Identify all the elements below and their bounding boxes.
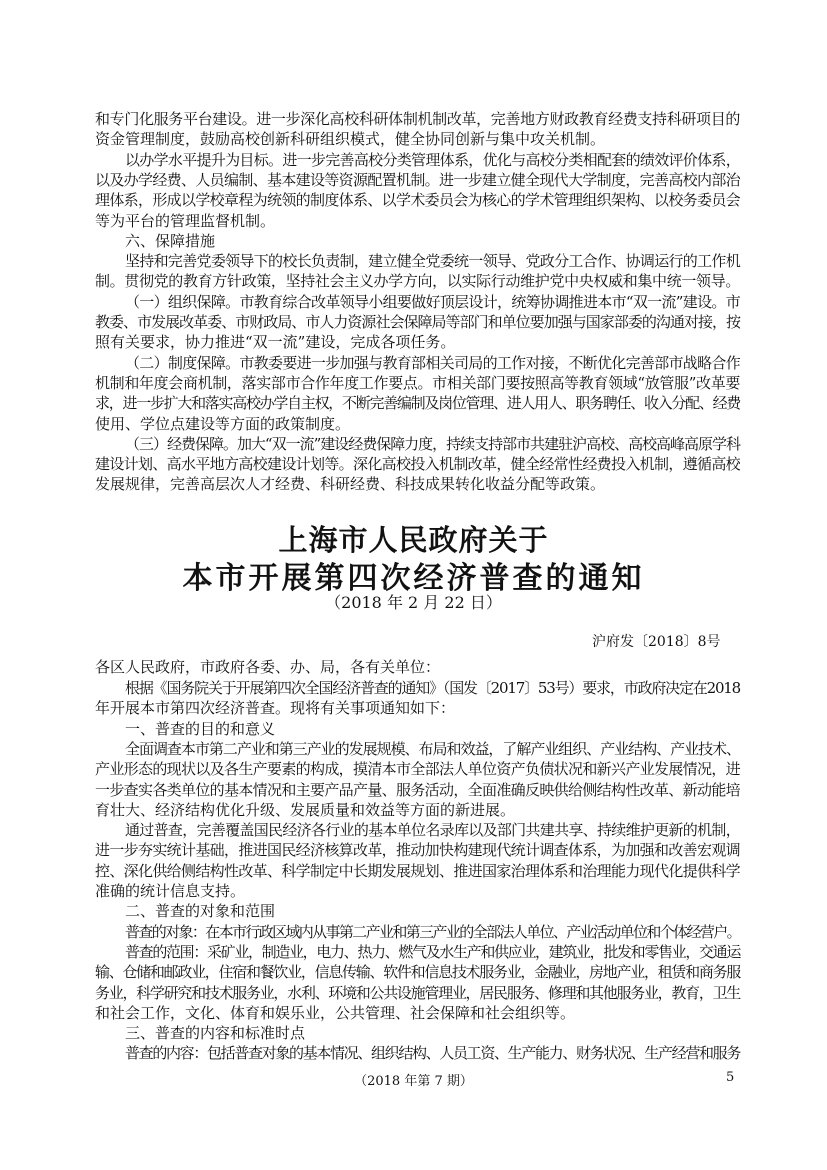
text-line: 坚持和完善党委领导下的校长负责制，建立健全党委统一领导、党政分工合作、协调运行的工作机 — [125, 252, 740, 271]
text-line: 普查的对象：在本市行政区域内从事第二产业和第三产业的全部法人单位、产业活动单位和个体经营户。 — [125, 922, 740, 941]
text-line: 进一步夯实统计基础，推进国民经济核算改革，推动加快构建现代统计调查体系，为加强和改善宏观调 — [95, 841, 740, 860]
text-line: 准确的统计信息支持。 — [95, 882, 246, 900]
text-line: 资金管理制度，鼓励高校创新科研组织模式，健全协同创新与集中攻关机制。 — [95, 130, 606, 149]
page-number: 5 — [726, 1070, 735, 1085]
text-line: 理体系，形成以学校章程为统领的制度体系、以学术委员会为核心的学术管理组织架构、以校务委员会 — [95, 191, 740, 210]
text-line: 二、普查的对象和范围 — [125, 902, 276, 921]
text-line: 以及办学经费、人员编制、基本建设等资源配置机制。进一步建立健全现代大学制度，完善高校内部治 — [95, 170, 740, 189]
text-line: 输、仓储和邮政业，住宿和餐饮业，信息传输、软件和信息技术服务业，金融业，房地产业，租赁和商务服 — [95, 963, 740, 982]
text-line: （三）经费保障。加大“双一流”建设经费保障力度，持续支持部市共建驻沪高校、高校高峰高原学科 — [125, 434, 740, 453]
text-line: 通过普查，完善覆盖国民经济各行业的基本单位名录库以及部门共建共享、持续维护更新的机制， — [125, 821, 740, 840]
text-line: 全面调查本市第二产业和第三产业的发展规模、布局和效益，了解产业组织、产业结构、产业技术、 — [125, 739, 740, 758]
text-line: 三、普查的内容和标准时点 — [125, 1024, 306, 1043]
text-line: 等为平台的管理监督机制。 — [95, 211, 276, 230]
notice-title-line1: 上海市人民政府关于 — [278, 523, 549, 557]
text-line: 教委、市发展改革委、市财政局、市人力资源社会保障局等部门和单位要加强与国家部委的沟通对接，按 — [95, 313, 740, 331]
document-number: 沪府发〔2018〕8号 — [592, 634, 721, 650]
text-line: 机制和年度会商机制，落实部市合作年度工作要点。市相关部门要按照高等教育领域“放管服”改革要 — [95, 373, 740, 392]
text-line: 以办学水平提升为目标。进一步完善高校分类管理体系，优化与高校分类相配套的绩效评价体系， — [125, 150, 740, 169]
footer-issue: （2018 年第 7 期） — [354, 1074, 473, 1089]
text-line: 使用、学位点建设等方面的政策制度。 — [95, 414, 351, 433]
text-line: 发展规律，完善高层次人才经费、科研经费、科技成果转化收益分配等政策。 — [95, 475, 606, 494]
text-line: 照有关要求，协力推进“双一流”建设，完成各项任务。 — [95, 333, 456, 352]
text-line: 一步查实各类单位的基本情况和主要产品产量、服务活动，全面准确反映供给侧结构性改革、新动能培 — [95, 780, 740, 799]
text-line: 和专门化服务平台建设。进一步深化高校科研体制机制改革，完善地方财政教育经费支持科研项目的 — [95, 110, 740, 128]
text-line: 普查的范围：采矿业，制造业，电力、热力、燃气及水生产和供应业，建筑业，批发和零售业，交通运 — [125, 942, 740, 961]
text-line: 六、保障措施 — [125, 231, 216, 250]
text-line: 制。贯彻党的教育方针政策，坚持社会主义办学方向，以实际行动维护党中央权威和集中统一领导。 — [95, 272, 740, 291]
text-line: （一）组织保障。市教育综合改革领导小组要做好顶层设计，统筹协调推进本市“双一流”建设。市 — [125, 292, 740, 311]
notice-date: （2018 年 2 月 22 日） — [325, 593, 502, 612]
text-line: 建设计划、高水平地方高校建设计划等。深化高校投入机制改革，健全经常性经费投入机制，遵循高校 — [95, 455, 740, 474]
text-line: 务业，科学研究和技术服务业，水利、环境和公共设施管理业，居民服务、修理和其他服务业，教育，卫生 — [95, 983, 740, 1002]
text-line: 育壮大、经济结构优化升级、发展质量和效益等方面的新进展。 — [95, 800, 516, 819]
text-line: （二）制度保障。市教委要进一步加强与教育部相关司局的工作对接，不断优化完善部市战略合作 — [125, 353, 740, 372]
notice-title-line2: 本市开展第四次经济普查的通知 — [182, 561, 645, 596]
text-line: 根据《国务院关于开展第四次全国经济普查的通知》（国发〔2017〕53号）要求，市政府决定在2018 — [125, 679, 740, 697]
text-line: 和社会工作，文化、体育和娱乐业，公共管理、社会保障和社会组织等。 — [95, 1003, 576, 1022]
text-line: 求，进一步扩大和落实高校办学自主权，不断完善编制及岗位管理、进人用人、职务聘任、收入分配、经费 — [95, 394, 740, 413]
text-line: 一、普查的目的和意义 — [125, 719, 276, 738]
text-line: 产业形态的现状以及各生产要素的构成，摸清本市全部法人单位资产负债状况和新兴产业发展情况，进 — [95, 760, 740, 779]
text-line: 普查的内容：包括普查对象的基本情况、组织结构、人员工资、生产能力、财务状况、生产经营和服务 — [125, 1044, 740, 1063]
text-line: 控、深化供给侧结构性改革、科学制定中长期发展规划、推进国家治理体系和治理能力现代化提供科学 — [95, 861, 740, 880]
text-line: 年开展本市第四次经济普查。现将有关事项通知如下： — [95, 699, 456, 718]
salutation: 各区人民政府，市政府各委、办、局，各有关单位： — [95, 658, 441, 676]
